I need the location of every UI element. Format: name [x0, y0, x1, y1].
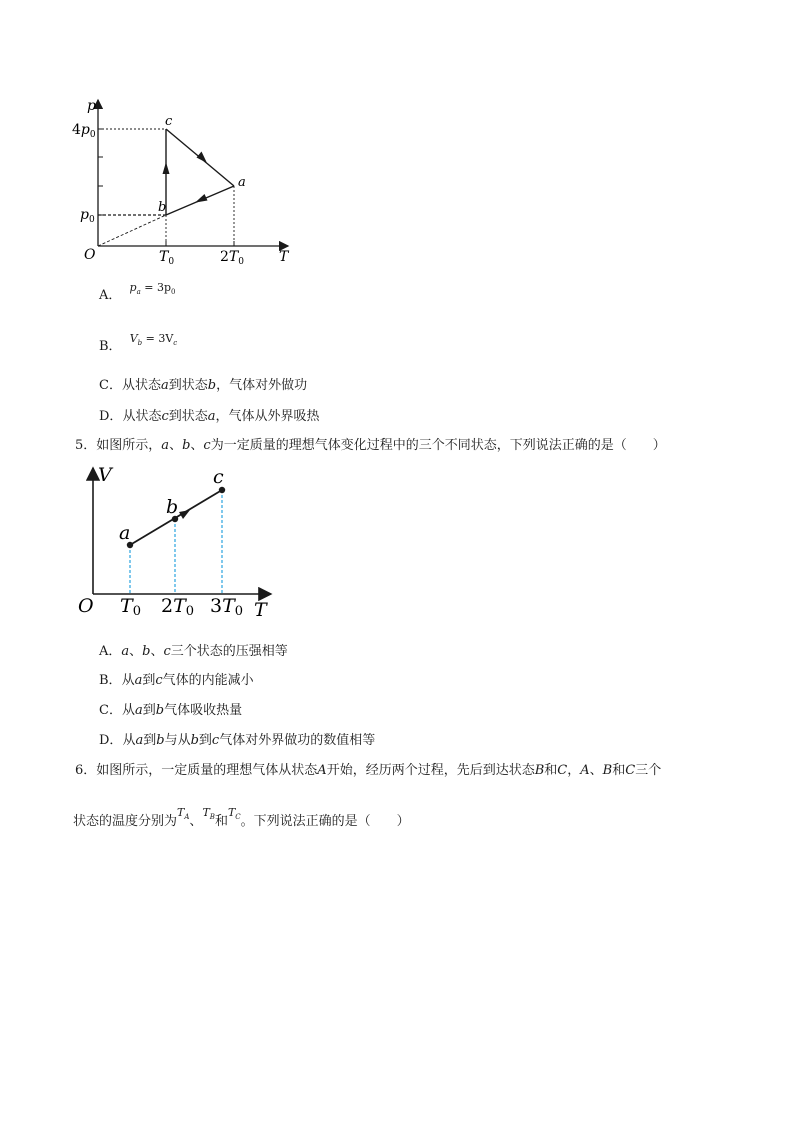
p-axis-label: p: [87, 98, 96, 114]
q5-stem: 5．如图所示，a、b、c为一定质量的理想气体变化过程中的三个不同状态，下列说法正确的是（ ）: [75, 438, 666, 453]
state-a-label-2: a: [119, 522, 131, 544]
tick-4p0: $4p_0$: [72, 122, 96, 140]
t-axis-label: T: [279, 249, 289, 265]
q6-stem-line2: 状态的温度分别为$^{T_A}$、$^{T_B}$和$^{T_C}$。下列说法正确的是（ ）: [73, 806, 410, 829]
tick-T0-2: T0: [120, 595, 141, 619]
state-c-label-2: c: [213, 466, 224, 488]
v-axis-label: V: [98, 464, 112, 486]
q5-option-a: A．a、b、c三个状态的压强相等: [99, 644, 288, 659]
origin-label-2: O: [78, 595, 94, 617]
tick-2T0-2: 2T0: [161, 595, 195, 619]
arrow-bc-2: [179, 510, 190, 519]
q4-option-c: C．从状态a到状态b，气体对外做功: [99, 378, 308, 393]
vt-diagram: [76, 462, 286, 622]
tick-p0: $p_0$: [80, 207, 95, 225]
q4-option-a: A． $^{p_a = 3p_0}$: [99, 281, 176, 303]
origin-to-b-dashed: [98, 215, 166, 246]
state-b-label: b: [158, 200, 167, 215]
state-c-label: c: [165, 114, 173, 129]
q5-option-c: C．从a到b气体吸收热量: [99, 703, 243, 718]
arrow-ab: [195, 194, 208, 203]
arrow-bc: [163, 162, 170, 174]
t-axis-label-2: T: [254, 599, 267, 621]
q5-option-b: B．从a到c气体的内能减小: [99, 673, 254, 688]
state-b-label-2: b: [166, 496, 179, 518]
tick-T0: $T_0$: [159, 249, 175, 267]
q4-option-b: B． $^{V_b = 3V_c}$: [99, 332, 178, 354]
pt-diagram: [70, 90, 310, 270]
q4-option-d: D．从状态c到状态a，气体从外界吸热: [99, 409, 320, 424]
state-a-label: a: [238, 175, 246, 190]
q6-stem-line1: 6．如图所示，一定质量的理想气体从状态A开始，经历两个过程，先后到达状态B和C，A、B和C三个: [75, 763, 662, 778]
tick-3T0-2: 3T0: [210, 595, 244, 619]
q5-option-d: D．从a到b与从b到c气体对外界做功的数值相等: [99, 733, 376, 748]
tick-2T0: $2T_0$: [220, 249, 244, 267]
origin-label: O: [84, 247, 96, 263]
arrow-ca: [197, 152, 208, 164]
